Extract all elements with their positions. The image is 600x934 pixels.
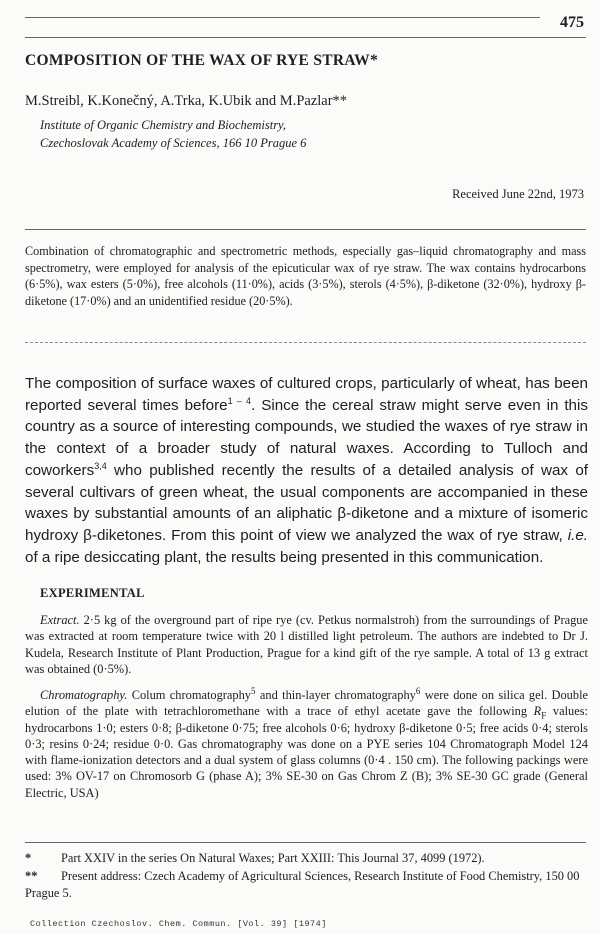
footnote-text: Part XXIV in the series On Natural Waxes; Part XXIII: This Journal 37, 4099 (1972). xyxy=(61,851,485,865)
journal-footer: Collection Czechoslov. Chem. Commun. [Vol. 39] [1974] xyxy=(30,919,327,929)
authors: M.Streibl, K.Konečný, A.Trka, K.Ubik and M.Pazlar** xyxy=(25,93,348,109)
introduction-paragraph xyxy=(25,373,588,568)
header-rule-lower xyxy=(25,37,586,38)
abstract-bottom-rule xyxy=(25,342,586,343)
citation-ref: 6 xyxy=(415,685,421,696)
page-number: 475 xyxy=(560,14,584,31)
affiliation xyxy=(40,116,306,152)
paragraph-text: values: hydrocarbons 1·0; esters 0·8; β-diketone 0·75; free alcohols 0·6; hydroxy β-diketone 0·5; free acids 0·4; sterols 0·3; resins 0·24; residue 0·0. Gas chromatography was done on a PYE series 104 Chromatograph Model 124 with flame-ionization detectors and a dual system of glass columns (0·4 . 150 cm). The following packings were used: 3% OV-17 on Chromosorb G (phase A); 3% SE-30 on Gas Chrom Z (B); 3% SE-30 GC grade (General Electric, USA) xyxy=(25,704,588,800)
intro-text-b: . Since the cereal straw might serve even in this country as a source of interesting compounds, we studied the waxes of rye straw in the context of a broader study of natural waxes. According to Tulloch and coworkers xyxy=(25,396,588,479)
paragraph-text: Colum chromatography xyxy=(127,688,252,702)
citation-ref: 1 – 4 xyxy=(227,395,252,406)
citation-ref: 3,4 xyxy=(94,460,107,471)
header-rule xyxy=(25,17,540,18)
footnote-mark: ** xyxy=(25,869,38,883)
footnote-rule xyxy=(25,842,586,843)
abstract: Combination of chromatographic and spectrometric methods, especially gas–liquid chromatography and mass spectrometry, were employed for analysis of the epicuticular wax of rye straw. The wax contains hydrocarbons (6·5%), wax esters (5·0%), free alcohols (11·0%), acids (3·5%), sterols (4·5%), β-diketone (32·0%), hydroxy β-diketone (17·0%) and an unidentified residue (20·5%). xyxy=(25,244,586,308)
article-title: COMPOSITION OF THE WAX OF RYE STRAW* xyxy=(25,52,379,69)
affiliation-line-2: Czechoslovak Academy of Sciences, 166 10 Prague 6 xyxy=(40,136,307,150)
extract-paragraph xyxy=(25,612,588,677)
citation-ref: 5 xyxy=(251,685,256,696)
footnote-text: Present address: Czech Academy of Agricultural Sciences, Research Institute of Food Chemistry, 150 00 Prague 5. xyxy=(25,869,580,900)
paragraph-label: Chromatography. xyxy=(40,688,128,702)
intro-text-a: The composition of surface waxes of cultured crops, particularly of wheat, has been reported several times before xyxy=(25,375,588,414)
intro-text-d: of a ripe desiccating plant, the results being presented in this communication. xyxy=(25,548,544,566)
rf-symbol: R xyxy=(533,704,542,719)
intro-text-c: who published recently the results of a detailed analysis of wax of several cultivars of green wheat, the usual components are accompanied in these waxes by substantial amounts of an aliphatic β-diketone and a mixture of isomeric hydroxy β-diketones. From this point of view we analyzed the wax of rye straw, xyxy=(25,461,588,544)
paragraph-label: Extract. xyxy=(40,613,80,627)
paragraph-text: were done on silica gel. Double elution of the plate with tetrachloromethane with a trace of ethyl acetate gave the following xyxy=(25,688,589,719)
chromatography-paragraph xyxy=(25,687,588,801)
paragraph-text: and thin-layer chromatography xyxy=(255,688,416,702)
footnote xyxy=(25,868,588,902)
section-heading: EXPERIMENTAL xyxy=(40,586,145,600)
footnote-mark: * xyxy=(25,851,32,865)
paragraph-text: 2·5 kg of the overground part of ripe rye (cv. Petkus normalstroh) from the surroundings of Prague was extracted at room temperature twice with 20 l distilled light petroleum. The authors are indebted to Dr J. Kudela, Research Institute of Plant Production, Prague for a kind gift of the rye sample. A total of 13 g extract was obtained (0·5%). xyxy=(25,613,588,676)
intro-italic: i.e. xyxy=(567,526,588,544)
received-date: Received June 22nd, 1973 xyxy=(452,187,584,201)
footnote xyxy=(25,850,588,867)
abstract-top-rule xyxy=(25,229,586,230)
affiliation-line-1: Institute of Organic Chemistry and Biochemistry, xyxy=(40,118,287,132)
rf-subscript: F xyxy=(541,710,547,721)
